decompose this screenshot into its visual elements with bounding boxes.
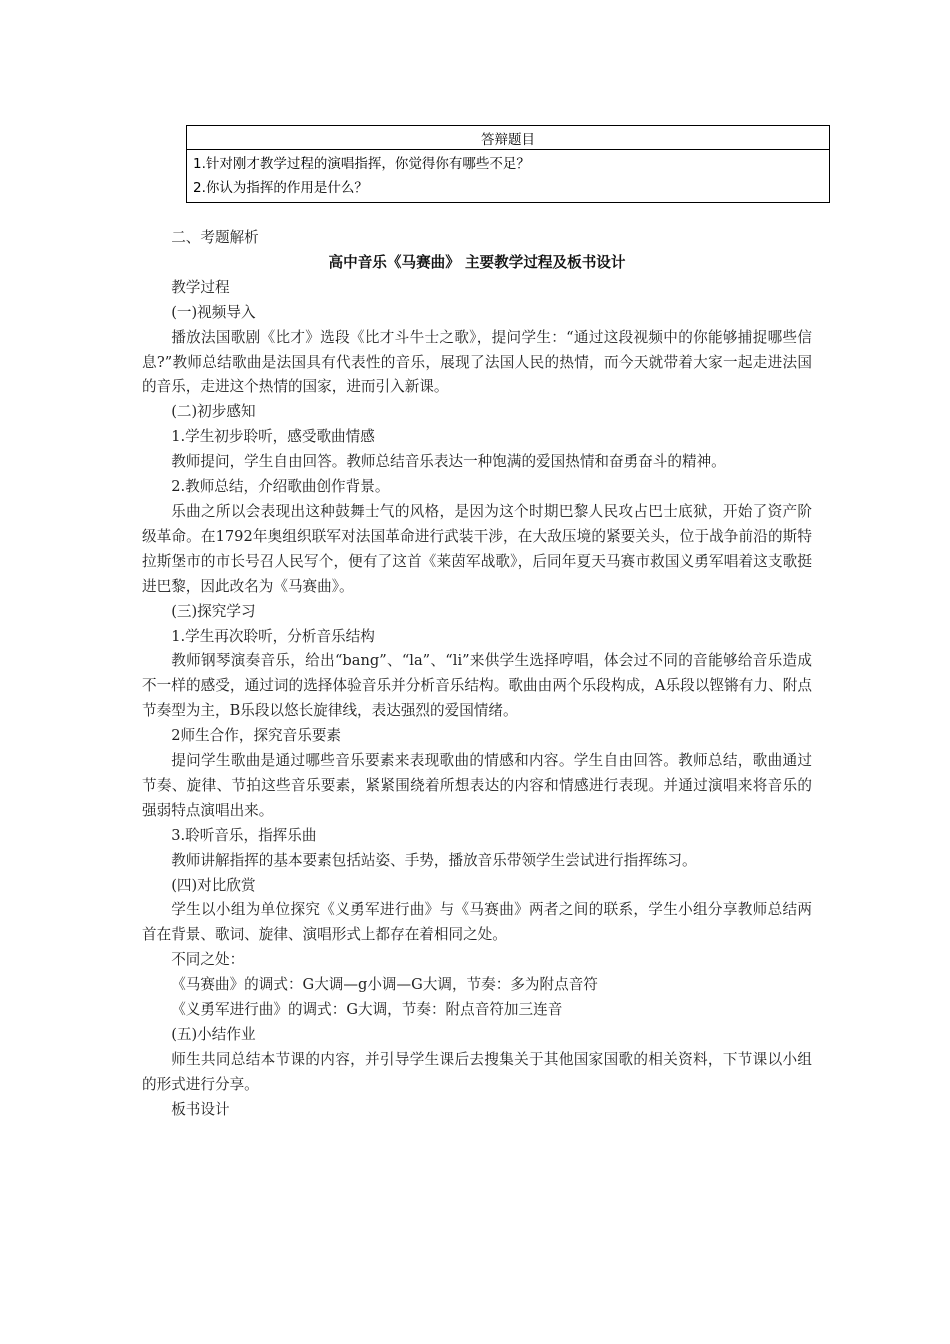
document-title: 高中音乐《马赛曲》 主要教学过程及板书设计 xyxy=(328,253,626,271)
question-2: 2.你认为指挥的作用是什么？ xyxy=(193,180,368,196)
part4-diff2: 《义勇军进行曲》的调式：G大调，节奏：附点音符加三连音 xyxy=(171,1001,563,1019)
part4-text: 学生以小组为单位探究《义勇军进行曲》与《马赛曲》两者之间的联系，学生小组分享教师总结两首在背景、歌词、旋律、演唱形式上都存在着相同之处。 xyxy=(142,901,812,944)
table-header: 答辩题目 xyxy=(187,126,830,150)
part3-item3: 3.聆听音乐，指挥乐曲 xyxy=(171,826,317,844)
part1-heading: (一)视频导入 xyxy=(171,303,256,321)
part4-diff-label: 不同之处： xyxy=(171,951,245,969)
question-1: 1.针对刚才教学过程的演唱指挥，你觉得你有哪些不足？ xyxy=(193,156,530,172)
part5-text: 师生共同总结本节课的内容，并引导学生课后去搜集关于其他国家国歌的相关资料，下节课以小组的形式进行分享。 xyxy=(142,1050,812,1093)
part2-item1: 1.学生初步聆听，感受歌曲情感 xyxy=(171,428,375,446)
part2-item2-text: 乐曲之所以会表现出这种鼓舞士气的风格，是因为这个时期巴黎人民攻占巴士底狱，开始了资产阶级革命。在1792年奥组织联军对法国革命进行武装干涉，在大敌压境的紧要关头，位于战争前沿的斯特拉斯堡市的市长号召人民写个，便有了这首《莱茵军战歌》，后同年夏天马赛市救国义勇军唱着这支歌挺进巴黎，因此改名为《马赛曲》。 xyxy=(142,502,812,595)
document-body xyxy=(142,226,812,1123)
part4-heading: (四)对比欣赏 xyxy=(171,876,256,894)
part3-item2-text: 提问学生歌曲是通过哪些音乐要素来表现歌曲的情感和内容。学生自由回答。教师总结，歌曲通过节奏、旋律、节拍这些音乐要素，紧紧围绕着所想表达的内容和情感进行表现。并通过演唱来将音乐的强弱特点演唱出来。 xyxy=(142,752,812,819)
part2-item2: 2.教师总结，介绍歌曲创作背景。 xyxy=(171,478,390,496)
part3-item1: 1.学生再次聆听，分析音乐结构 xyxy=(171,627,375,645)
table-body xyxy=(187,150,830,203)
part2-heading: (二)初步感知 xyxy=(171,403,256,421)
part3-heading: (三)探究学习 xyxy=(171,602,256,620)
part2-item1-text: 教师提问，学生自由回答。教师总结音乐表达一种饱满的爱国热情和奋勇奋斗的精神。 xyxy=(171,453,726,471)
part3-item2: 2师生合作，探究音乐要素 xyxy=(171,727,342,745)
board-design-label: 板书设计 xyxy=(171,1100,230,1118)
defense-questions-table xyxy=(186,125,830,203)
part5-heading: (五)小结作业 xyxy=(171,1026,256,1043)
part4-diff1: 《马赛曲》的调式：G大调—g小调—G大调，节奏：多为附点音符 xyxy=(171,976,598,994)
teaching-process-label: 教学过程 xyxy=(171,278,230,296)
part3-item1-text: 教师钢琴演奏音乐，给出“bang”、“la”、“li”来供学生选择哼唱，体会过不同的音能够给音乐造成不一样的感受，通过词的选择体验音乐并分析音乐结构。歌曲由两个乐段构成，A乐段以铿锵有力、附点节奏型为主，B乐段以悠长旋律线，表达强烈的爱国情绪。 xyxy=(142,652,812,720)
part1-text: 播放法国歌剧《比才》选段《比才斗牛士之歌》，提问学生：“通过这段视频中的你能够捕捉哪些信息?”教师总结歌曲是法国具有代表性的音乐，展现了法国人民的热情，而今天就带着大家一起走进法国的音乐，走进这个热情的国家，进而引入新课。 xyxy=(142,328,812,396)
part3-item3-text: 教师讲解指挥的基本要素包括站姿、手势，播放音乐带领学生尝试进行指挥练习。 xyxy=(171,851,697,869)
section-heading: 二、考题解析 xyxy=(171,229,259,246)
